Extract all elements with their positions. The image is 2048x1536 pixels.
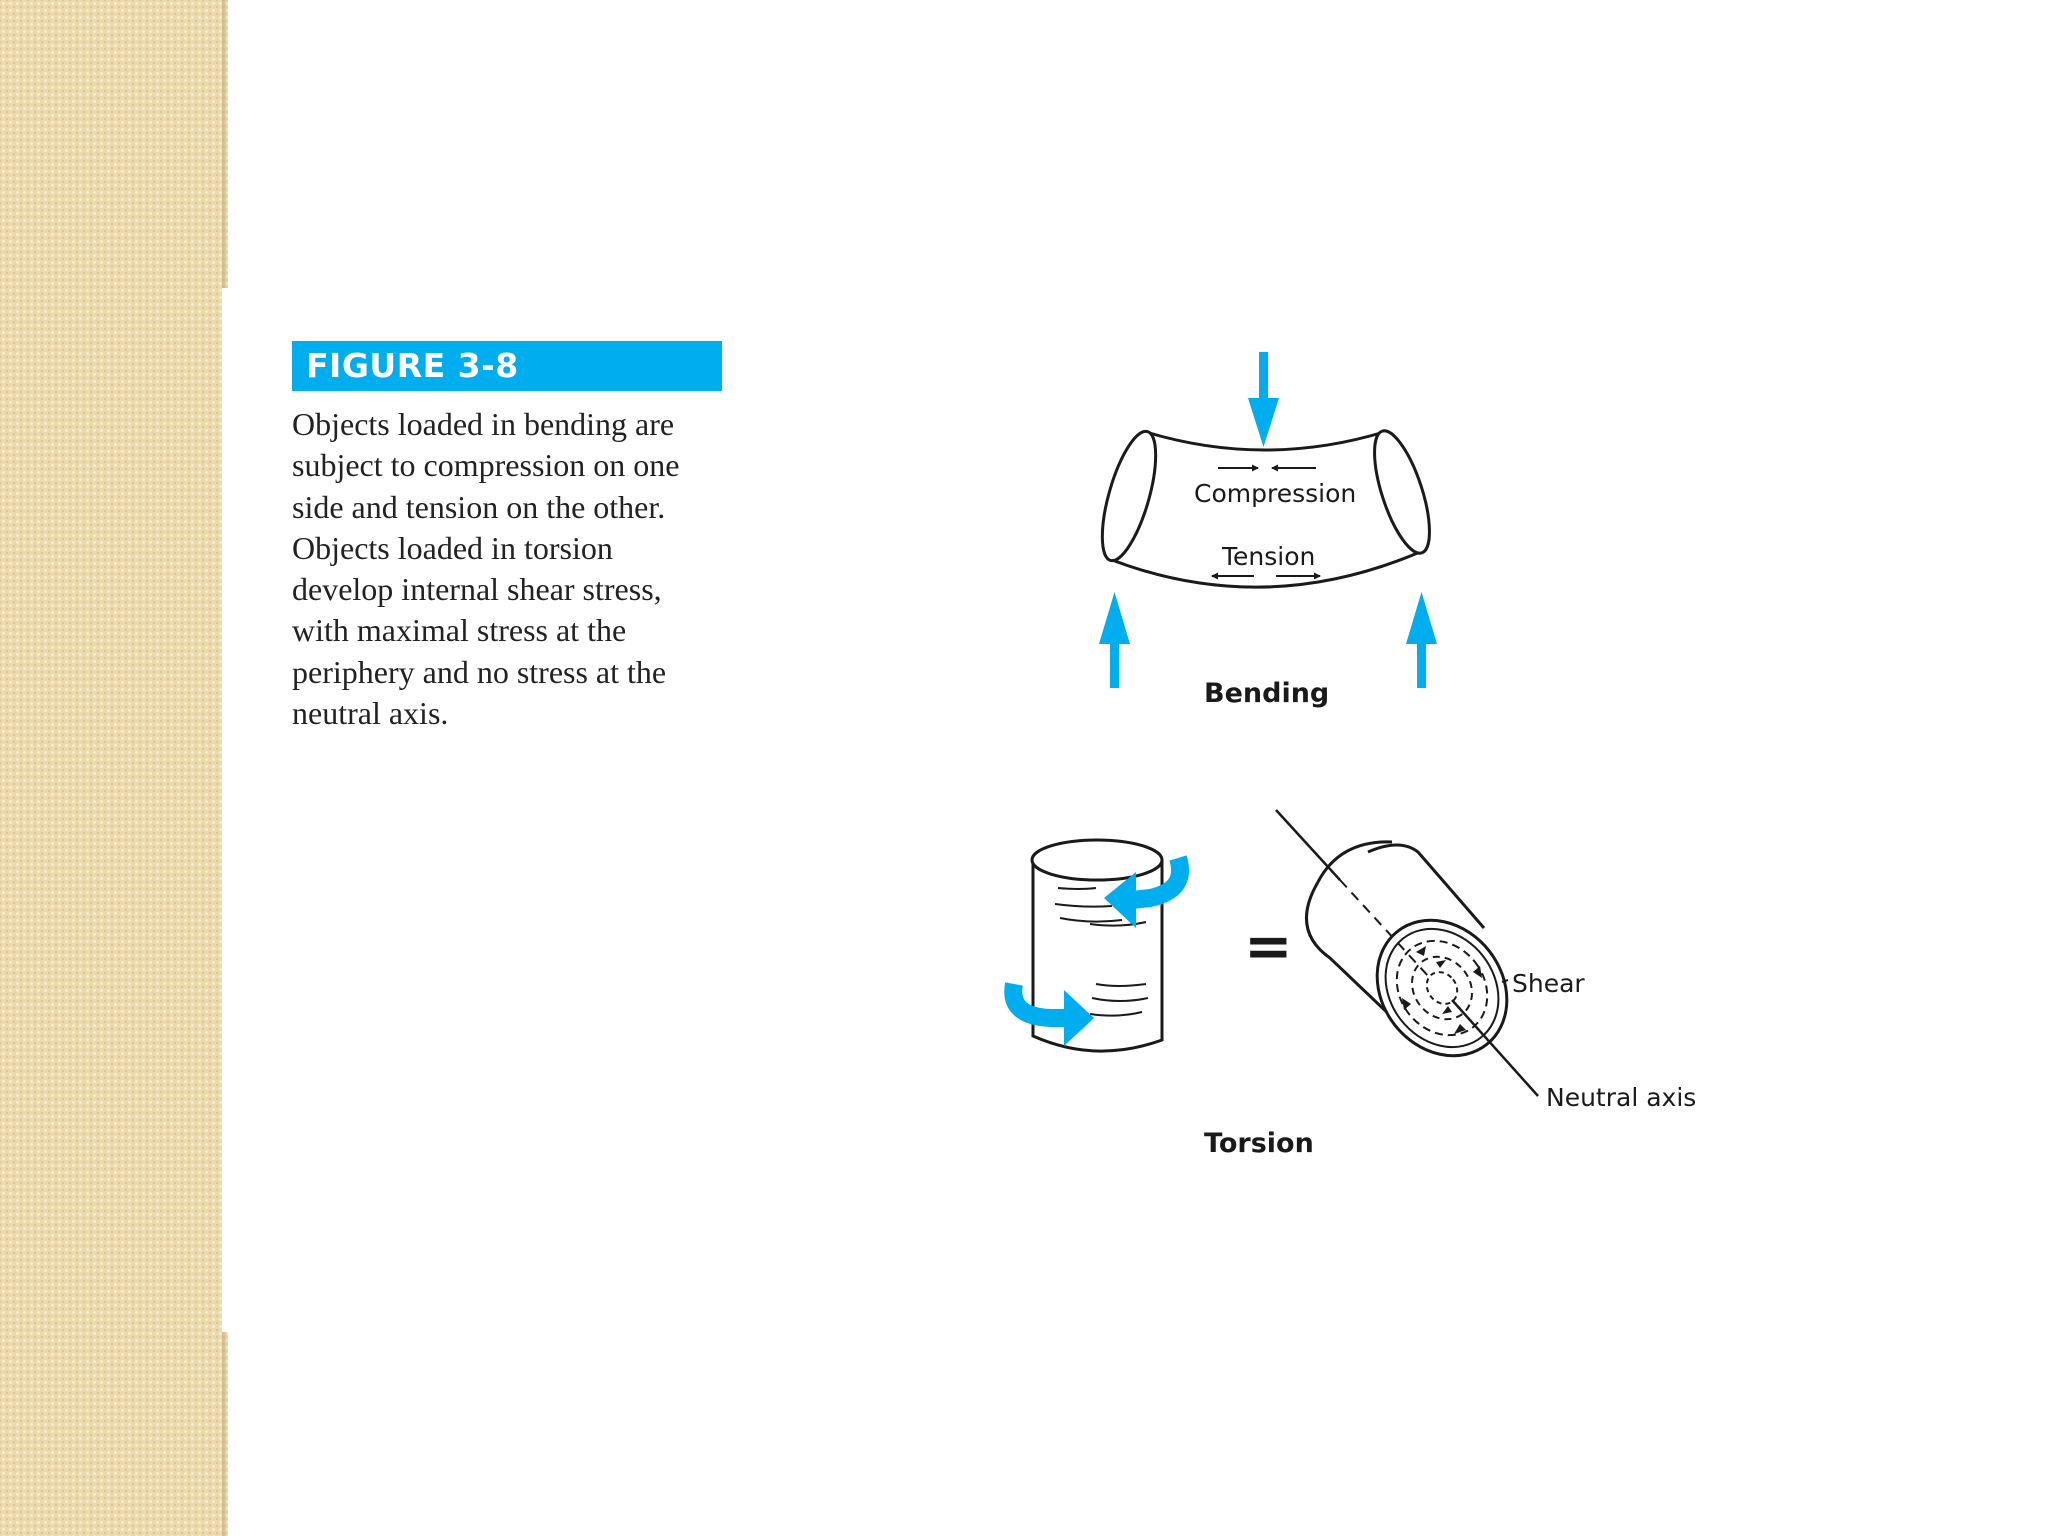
load-arrow-down-icon bbox=[1248, 352, 1279, 447]
neutral-axis-label: Neutral axis bbox=[1546, 1083, 1697, 1112]
cylinder-top bbox=[1032, 840, 1162, 880]
bending-title: Bending bbox=[1204, 678, 1330, 709]
shear-cylinder bbox=[1276, 810, 1538, 1096]
bent-beam-left-end bbox=[1091, 426, 1166, 566]
caption-line: Objects loaded in bending are bbox=[292, 406, 675, 442]
compression-label: Compression bbox=[1194, 479, 1357, 508]
bending-diagram bbox=[1091, 352, 1440, 709]
support-arrow-up-left-icon bbox=[1099, 592, 1130, 688]
caption-line: side and tension on the other. bbox=[292, 488, 666, 525]
shear-label: Shear bbox=[1512, 969, 1585, 998]
torsion-diagram bbox=[1013, 810, 1696, 1159]
torsion-title: Torsion bbox=[1204, 1128, 1314, 1159]
bent-beam-right-end bbox=[1363, 425, 1441, 559]
caption-line: neutral axis. bbox=[292, 695, 449, 732]
caption-line: Objects loaded in torsion bbox=[292, 529, 613, 566]
tension-label: Tension bbox=[1222, 542, 1316, 571]
caption-line: develop internal shear stress, bbox=[292, 571, 662, 608]
neutral-axis-line bbox=[1276, 810, 1340, 880]
twist-line bbox=[1058, 888, 1096, 889]
equals-sign: = bbox=[1244, 912, 1293, 980]
caption-line: with maximal stress at the bbox=[292, 612, 627, 649]
support-arrow-up-right-icon bbox=[1406, 592, 1437, 688]
caption-line: periphery and no stress at the bbox=[292, 653, 667, 690]
figure-label-banner: FIGURE 3-8 bbox=[292, 341, 722, 391]
caption-line: subject to compression on one bbox=[292, 447, 680, 484]
